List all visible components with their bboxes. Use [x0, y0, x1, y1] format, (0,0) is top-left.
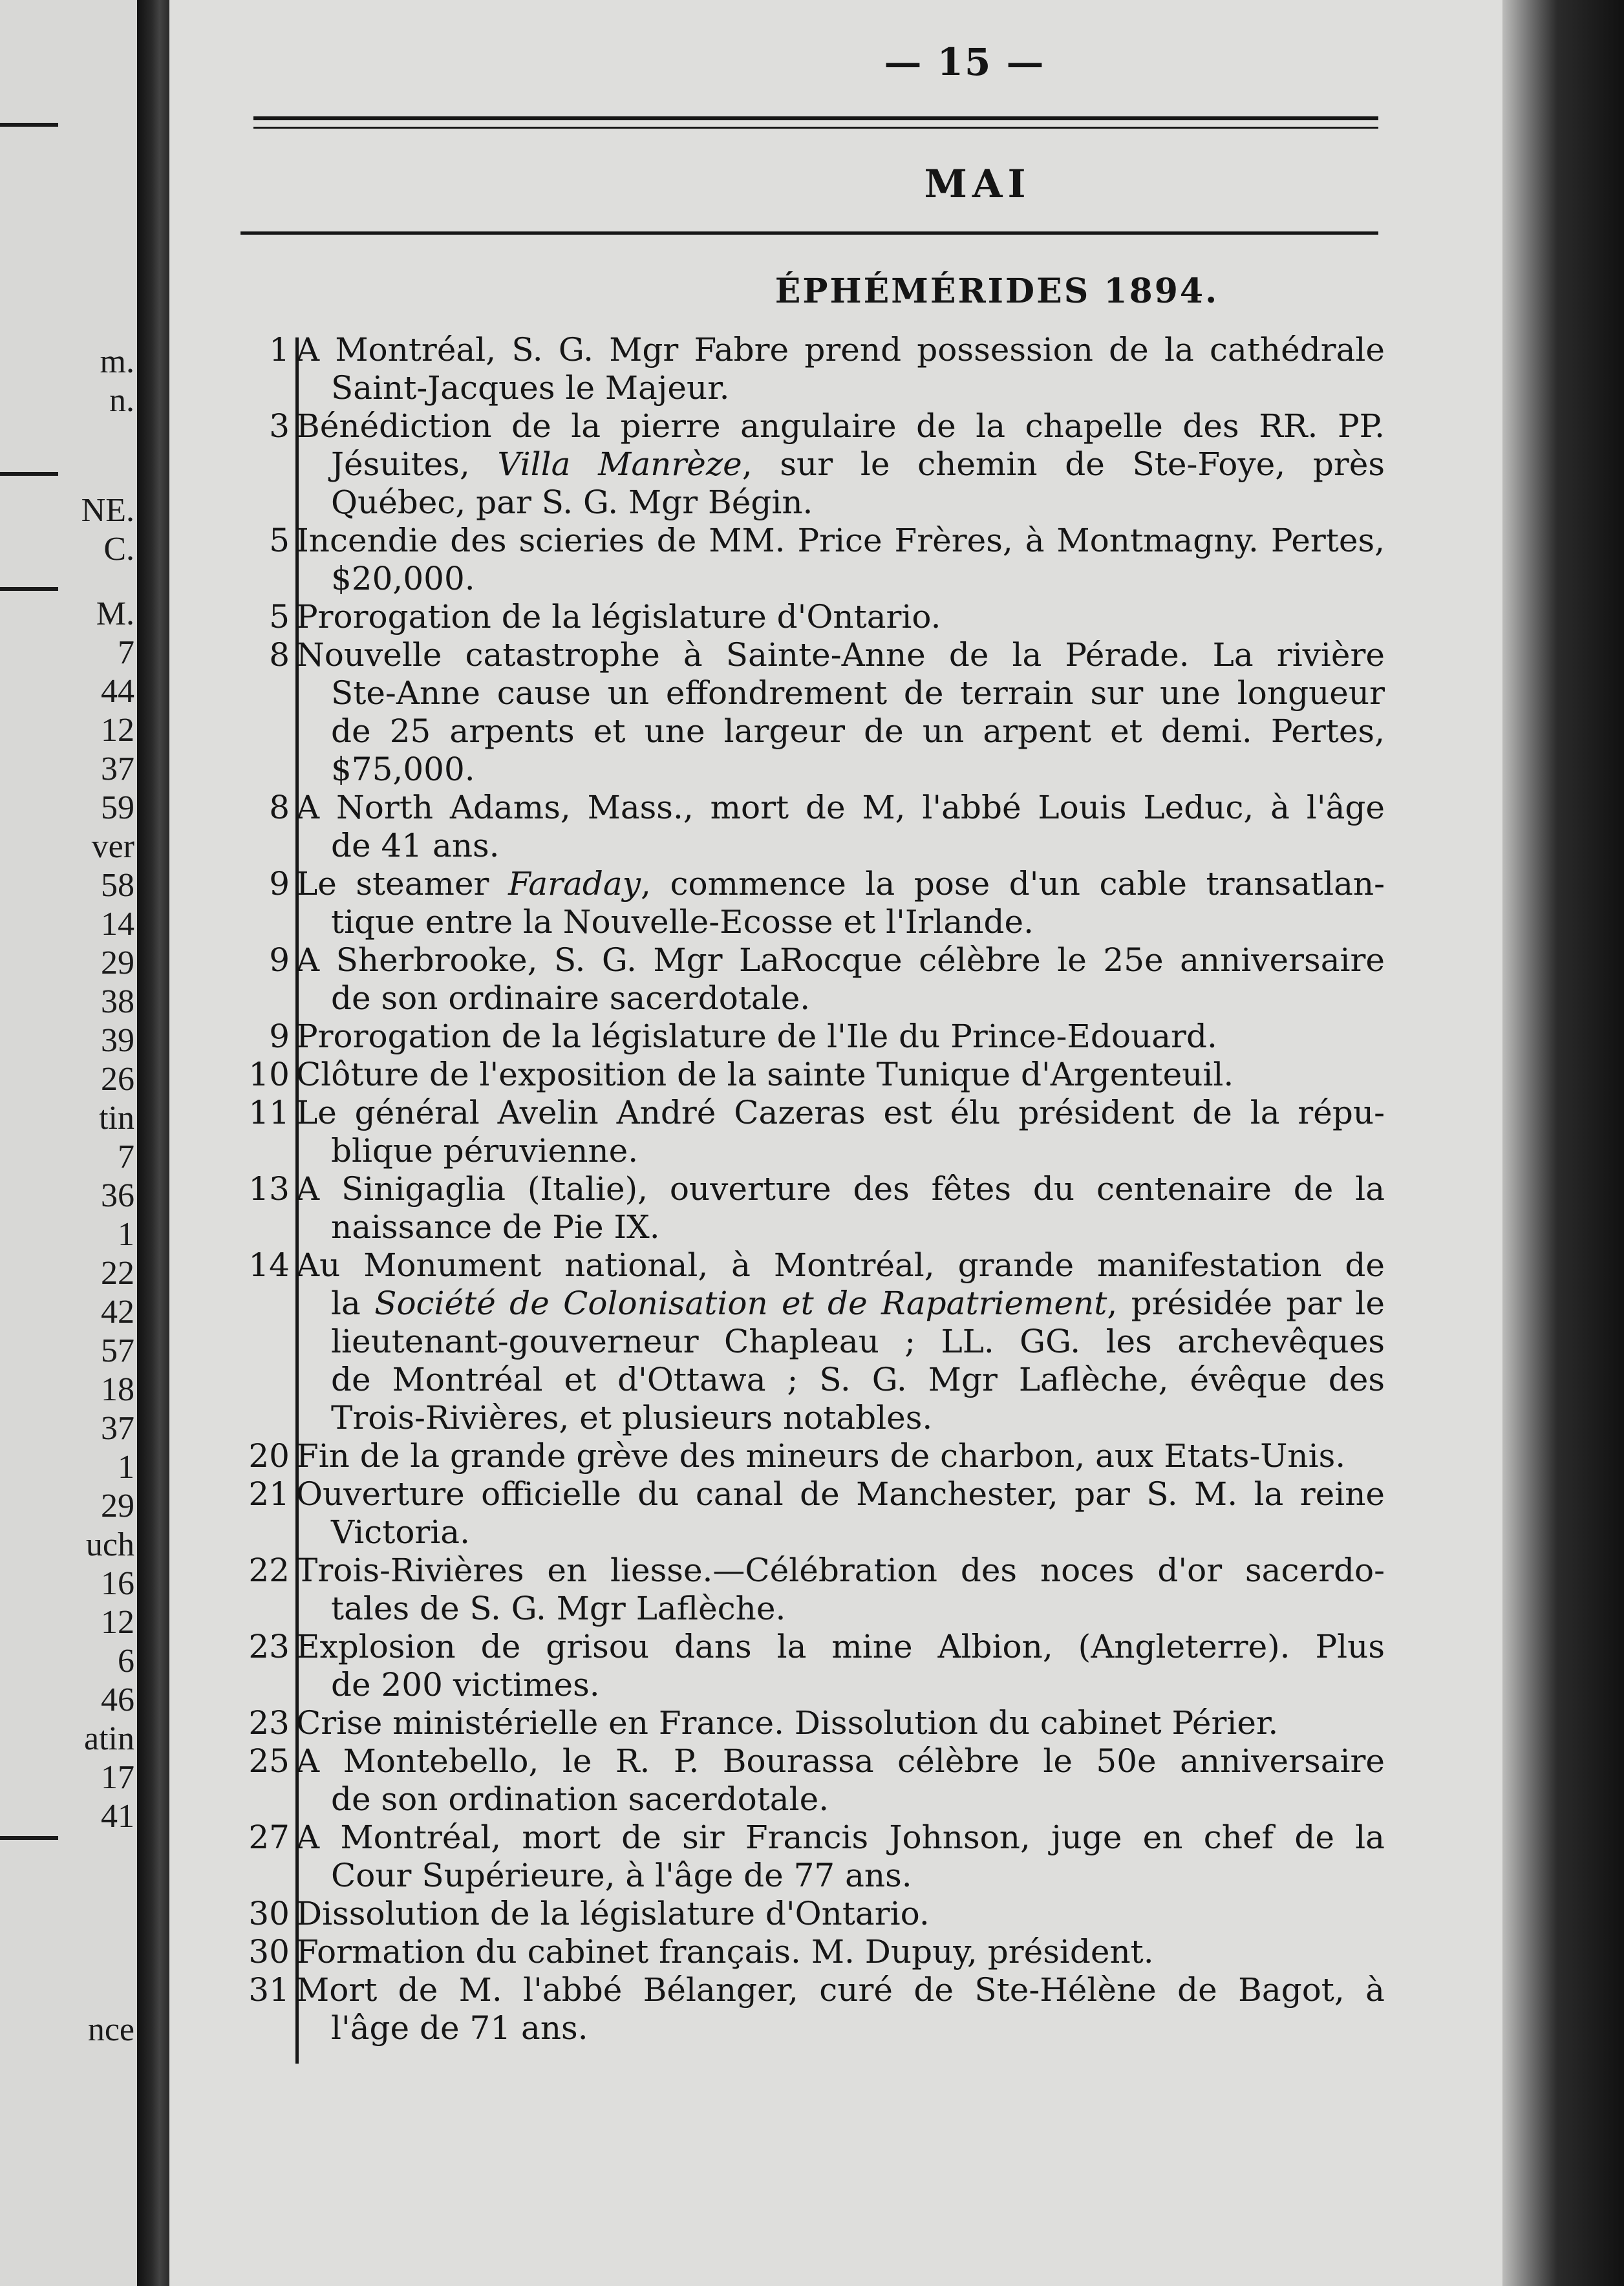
left-fragment-text: tin [99, 1100, 134, 1137]
entry-day: 31 [248, 1971, 290, 2009]
left-fragment-text: 17 [101, 1759, 134, 1796]
left-fragment-text: 7 [118, 1138, 134, 1175]
entry-day: 23 [248, 1628, 290, 1665]
entry-text-line: lieutenant-gouverneur Chapleau ; LL. GG. les archevêques [331, 1323, 1385, 1360]
entry-day: 8 [269, 636, 290, 674]
previous-page-fragment [0, 0, 137, 2286]
entry-text-line: l'âge de 71 ans. [331, 2009, 588, 2047]
entry-text-line: A Sinigaglia (Italie), ouverture des fêtes du centenaire de la [296, 1170, 1385, 1208]
entry-text-line: Fin de la grande grève des mineurs de charbon, aux Etats-Unis. [296, 1437, 1346, 1475]
entry-day: 11 [248, 1094, 290, 1131]
left-fragment-text: 39 [101, 1022, 134, 1059]
entry-text-line: de 41 ans. [331, 827, 500, 864]
entry-text-line: blique péruvienne. [331, 1132, 639, 1170]
entry-text-line: Incendie des scieries de MM. Price Frères, à Montmagny. Pertes, [296, 522, 1385, 559]
entry-text-line: Prorogation de la législature de l'Ile du Prince-Edouard. [296, 1018, 1217, 1055]
page-number: — 15 — [884, 40, 1045, 84]
entry-day: 25 [248, 1742, 290, 1780]
entry-text-line: Victoria. [331, 1513, 471, 1551]
entry-text-line: naissance de Pie IX. [331, 1208, 660, 1246]
entry-day: 23 [248, 1704, 290, 1742]
page-edge-shadow [1502, 0, 1624, 2286]
left-fragment-text: 44 [101, 673, 134, 710]
top-rule-thin [253, 127, 1378, 129]
entry-text-line: tales de S. G. Mgr Laflèche. [331, 1590, 786, 1627]
entry-text-line: de 200 victimes. [331, 1666, 600, 1704]
entry-text-line: Cour Supérieure, à l'âge de 77 ans. [331, 1857, 912, 1894]
left-fragment-rule [0, 1836, 58, 1840]
left-fragment-text: 22 [101, 1255, 134, 1292]
left-fragment-text: 41 [101, 1798, 134, 1835]
entry-text-line: Trois-Rivières en liesse.—Célébration des noces d'or sacerdo- [296, 1552, 1385, 1589]
entry-day: 10 [248, 1056, 290, 1093]
entry-text-line: Ste-Anne cause un effondrement de terrain sur une longueur [331, 674, 1385, 712]
left-fragment-text: 36 [101, 1177, 134, 1214]
left-fragment-text: 6 [118, 1643, 134, 1680]
left-fragment-text: ver [91, 828, 134, 865]
entry-text-line: A North Adams, Mass., mort de M, l'abbé Louis Leduc, à l'âge [296, 789, 1385, 826]
left-fragment-rule [0, 123, 58, 127]
entry-day: 30 [248, 1933, 290, 1971]
entry-day: 27 [248, 1819, 290, 1856]
entry-text-line: de son ordination sacerdotale. [331, 1780, 829, 1818]
left-fragment-text: 29 [101, 945, 134, 981]
entry-text-line: Saint-Jacques le Majeur. [331, 369, 730, 407]
entry-text-line: Le général Avelin André Cazeras est élu président de la répu- [296, 1094, 1385, 1131]
left-fragment-text: 46 [101, 1682, 134, 1718]
entry-text-line: $75,000. [331, 751, 475, 788]
month-title: MAI [924, 162, 1031, 207]
entry-day: 30 [248, 1895, 290, 1932]
entry-text-line: Jésuites, Villa Manrèze, sur le chemin de Ste-Foye, près [331, 445, 1385, 483]
entry-text-line: Prorogation de la législature d'Ontario. [296, 598, 941, 636]
entry-day: 9 [269, 865, 290, 903]
left-fragment-text: 1 [118, 1216, 134, 1253]
entry-text-line: Mort de M. l'abbé Bélanger, curé de Ste-Hélène de Bagot, à [296, 1971, 1385, 2009]
entry-text-line: Explosion de grisou dans la mine Albion, (Angleterre). Plus [296, 1628, 1385, 1665]
left-fragment-text: 37 [101, 751, 134, 787]
left-fragment-text: 14 [101, 906, 134, 943]
entry-day: 14 [248, 1246, 290, 1284]
entry-text-line: Clôture de l'exposition de la sainte Tunique d'Argenteuil. [296, 1056, 1234, 1093]
left-fragment-text: 12 [101, 1604, 134, 1641]
entry-day: 9 [269, 1018, 290, 1055]
entry-text-line: Bénédiction de la pierre angulaire de la chapelle des RR. PP. [296, 407, 1385, 445]
entry-text-line: A Montréal, S. G. Mgr Fabre prend possession de la cathédrale [296, 331, 1385, 369]
entry-day: 1 [269, 331, 290, 369]
entry-text-line: Le steamer Faraday, commence la pose d'un cable transatlan- [296, 865, 1385, 903]
entry-text-line: de Montréal et d'Ottawa ; S. G. Mgr Laflèche, évêque des [331, 1361, 1385, 1398]
entry-day: 5 [269, 598, 290, 636]
left-fragment-text: 38 [101, 983, 134, 1020]
left-fragment-text: 29 [101, 1488, 134, 1524]
entry-day: 9 [269, 941, 290, 979]
section-title: ÉPHÉMÉRIDES 1894. [775, 272, 1219, 311]
entry-text-line: tique entre la Nouvelle-Ecosse et l'Irlande. [331, 903, 1034, 941]
left-fragment-rule [0, 472, 58, 476]
entry-text-line: Dissolution de la législature d'Ontario. [296, 1895, 930, 1932]
entry-day: 8 [269, 789, 290, 826]
entry-day: 20 [248, 1437, 290, 1475]
entry-text-line: de 25 arpents et une largeur de un arpent et demi. Pertes, [331, 712, 1385, 750]
entry-text-line: Crise ministérielle en France. Dissolution du cabinet Périer. [296, 1704, 1279, 1742]
left-fragment-text: nce [87, 2011, 134, 2048]
entry-text-line: Ouverture officielle du canal de Manchester, par S. M. la reine [296, 1475, 1385, 1513]
entry-text-line: Formation du cabinet français. M. Dupuy, président. [296, 1933, 1154, 1971]
title-rule [240, 231, 1378, 235]
left-fragment-text: n. [109, 382, 134, 419]
left-fragment-text: 18 [101, 1371, 134, 1408]
left-fragment-text: 16 [101, 1565, 134, 1602]
left-fragment-text: 57 [101, 1332, 134, 1369]
left-fragment-text: m. [100, 343, 134, 380]
entry-text-line: $20,000. [331, 560, 475, 597]
entry-text-line: A Montebello, le R. P. Bourassa célèbre le 50e anniversaire [296, 1742, 1385, 1780]
entry-text-line: A Sherbrooke, S. G. Mgr LaRocque célèbre le 25e anniversaire [296, 941, 1385, 979]
left-fragment-text: 12 [101, 712, 134, 749]
entry-text-line: Nouvelle catastrophe à Sainte-Anne de la Pérade. La rivière [296, 636, 1385, 674]
left-fragment-text: M. [96, 595, 134, 632]
left-fragment-text: 26 [101, 1061, 134, 1098]
left-fragment-text: 42 [101, 1294, 134, 1330]
entry-day: 13 [248, 1170, 290, 1208]
top-rule [253, 116, 1378, 120]
entry-day: 3 [269, 407, 290, 445]
entry-text-line: de son ordinaire sacerdotale. [331, 979, 811, 1017]
entry-text-line: Trois-Rivières, et plusieurs notables. [331, 1399, 933, 1437]
entry-day: 5 [269, 522, 290, 559]
left-fragment-rule [0, 587, 58, 591]
left-fragment-text: 58 [101, 867, 134, 904]
left-fragment-text: atin [84, 1720, 134, 1757]
entry-day: 22 [248, 1552, 290, 1589]
left-fragment-text: 1 [118, 1449, 134, 1486]
left-fragment-text: NE. [81, 492, 134, 529]
left-fragment-text: 37 [101, 1410, 134, 1447]
entry-text-line: Québec, par S. G. Mgr Bégin. [331, 484, 813, 521]
entry-text-line: Au Monument national, à Montréal, grande manifestation de [296, 1246, 1385, 1284]
left-fragment-text: 59 [101, 789, 134, 826]
entry-day: 21 [248, 1475, 290, 1513]
entry-text-line: la Société de Colonisation et de Rapatriement, présidée par le [331, 1285, 1385, 1322]
left-fragment-text: uch [85, 1526, 134, 1563]
left-fragment-text: 7 [118, 634, 134, 671]
entry-text-line: A Montréal, mort de sir Francis Johnson, juge en chef de la [296, 1819, 1385, 1856]
left-fragment-text: C. [103, 531, 134, 568]
